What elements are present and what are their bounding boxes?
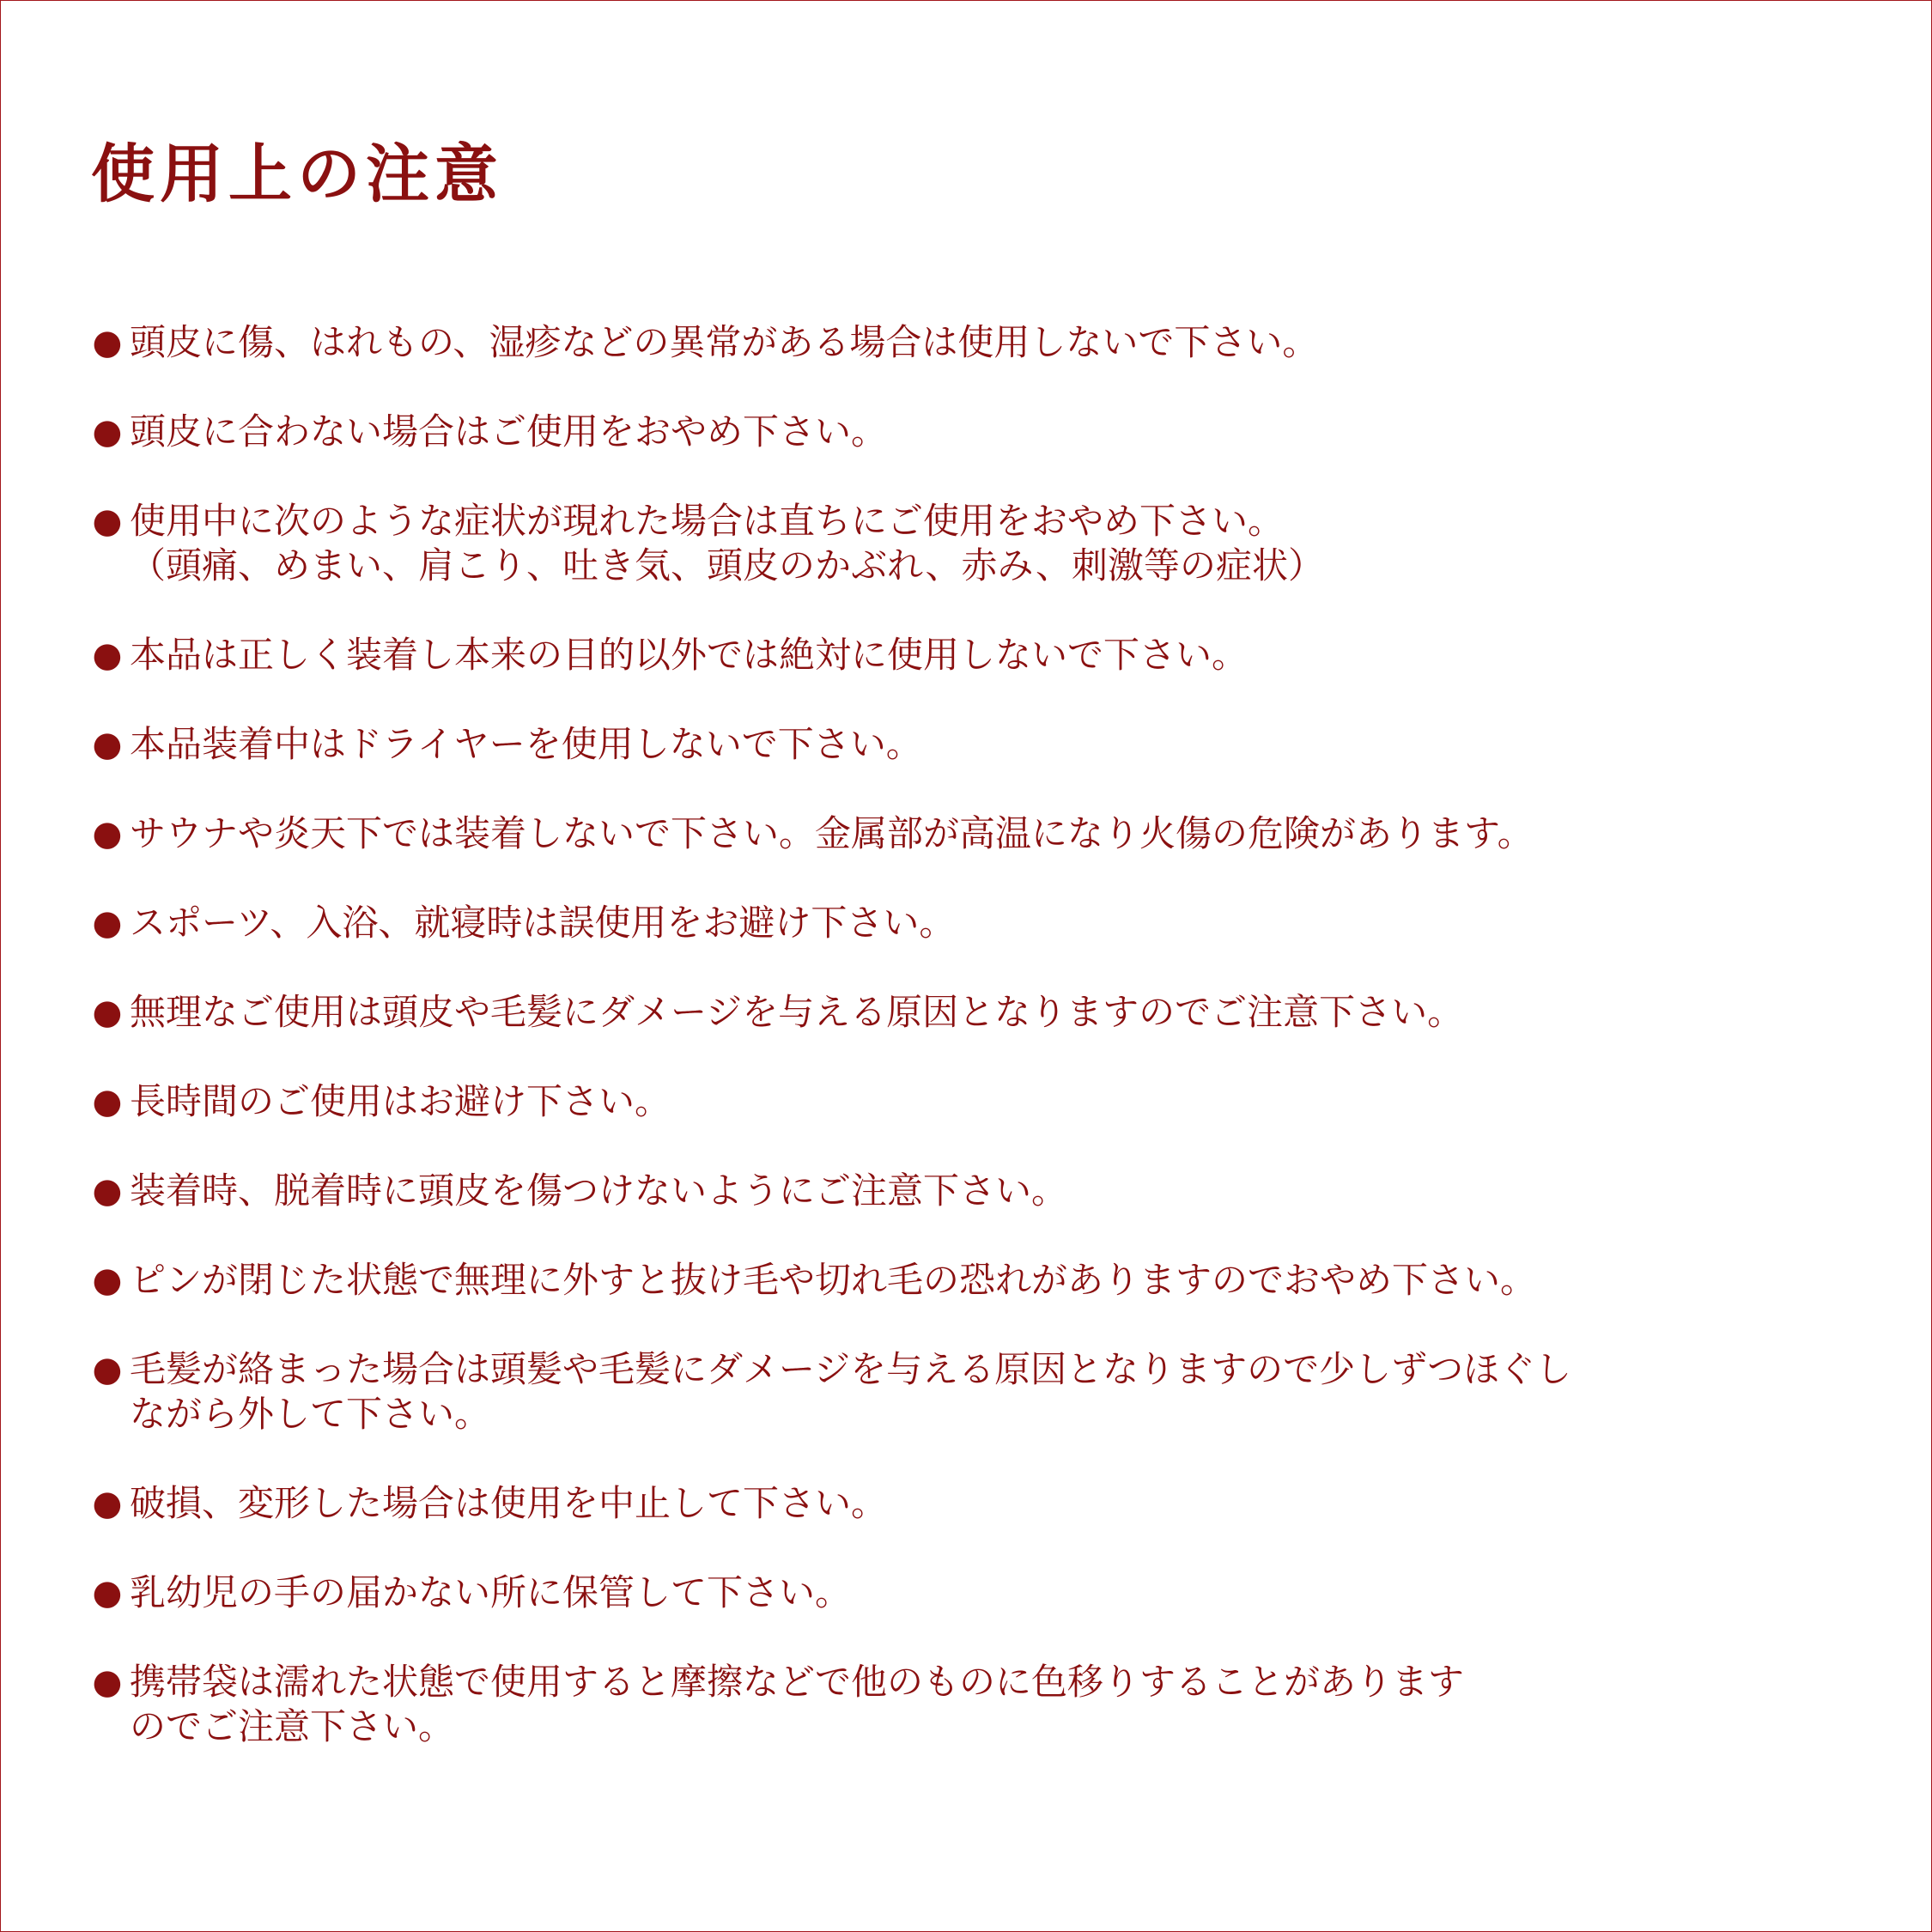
notice-item: [85, 901, 1871, 990]
notice-item: [85, 1079, 1871, 1169]
notice-text: 頭皮に合わない場合はご使用をおやめ下さい。: [130, 410, 888, 453]
bullet-icon: ●: [92, 412, 123, 452]
bullet-icon: ●: [92, 1484, 123, 1523]
notice-text: 使用中に次のような症状が現れた場合は直ちにご使用をおやめ下さい。 （頭痛、めまい、肩こり、吐き気、頭皮のかぶれ、赤み、刺激等の症状）: [130, 500, 1325, 586]
bullet-icon: ●: [92, 501, 123, 541]
notice-text: 携帯袋は濡れた状態で使用すると摩擦などで他のものに色移りすることがあります のでご注意下さい。: [130, 1661, 1465, 1747]
notice-item: [85, 633, 1871, 722]
bullet-icon: ●: [92, 1171, 123, 1211]
notice-text: スポーツ、入浴、就寝時は誤使用をお避け下さい。: [130, 902, 956, 944]
bullet-icon: ●: [92, 1082, 123, 1121]
notice-text: ピンが閉じた状態で無理に外すと抜け毛や切れ毛の恐れがありますのでおやめ下さい。: [130, 1259, 1537, 1301]
notice-item: [85, 1660, 1871, 1794]
notice-item: [85, 1481, 1871, 1571]
notice-item: [85, 811, 1871, 901]
notice-text: 頭皮に傷、はれもの、湿疹などの異常がある場合は使用しないで下さい。: [130, 321, 1319, 363]
bullet-icon: ●: [92, 635, 123, 675]
notice-item: [85, 1571, 1871, 1660]
notice-item: [85, 410, 1871, 499]
notice-item: [85, 499, 1871, 633]
notice-item: [85, 990, 1871, 1079]
bullet-icon: ●: [92, 903, 123, 943]
notice-text: 毛髪が絡まった場合は頭髪や毛髪にダメージを与える原因となりますので少しずつほぐし ながら外して下さい。: [130, 1348, 1572, 1435]
notice-text: 装着時、脱着時に頭皮を傷つけないようにご注意下さい。: [130, 1170, 1068, 1212]
notice-text: 本品装着中はドライヤーを使用しないで下さい。: [130, 723, 922, 765]
notice-list: [85, 320, 1871, 1794]
notice-text: 破損、変形した場合は使用を中止して下さい。: [130, 1482, 888, 1524]
page-title: 使用上の注意: [91, 137, 503, 211]
notice-text: 長時間のご使用はお避け下さい。: [130, 1080, 671, 1122]
notice-text: 無理なご使用は頭皮や毛髪にダメージを与える原因となりますのでご注意下さい。: [130, 991, 1464, 1033]
bullet-icon: ●: [92, 1662, 123, 1702]
notice-item: [85, 1169, 1871, 1258]
notice-item: [85, 1347, 1871, 1481]
bullet-icon: ●: [92, 725, 123, 764]
bullet-icon: ●: [92, 1261, 123, 1300]
notice-item: [85, 1258, 1871, 1347]
bullet-icon: ●: [92, 993, 123, 1032]
bullet-icon: ●: [92, 1350, 123, 1389]
notice-text: 本品は正しく装着し本来の目的以外では絶対に使用しないで下さい。: [130, 634, 1249, 676]
bullet-icon: ●: [92, 814, 123, 854]
bullet-icon: ●: [92, 1573, 123, 1613]
notice-item: [85, 320, 1871, 410]
notice-text: サウナや炎天下では装着しないで下さい。金属部が高温になり火傷の危険があります。: [130, 812, 1534, 854]
notice-text: 乳幼児の手の届かない所に保管して下さい。: [130, 1571, 852, 1613]
notice-item: [85, 722, 1871, 811]
bullet-icon: ●: [92, 323, 123, 362]
